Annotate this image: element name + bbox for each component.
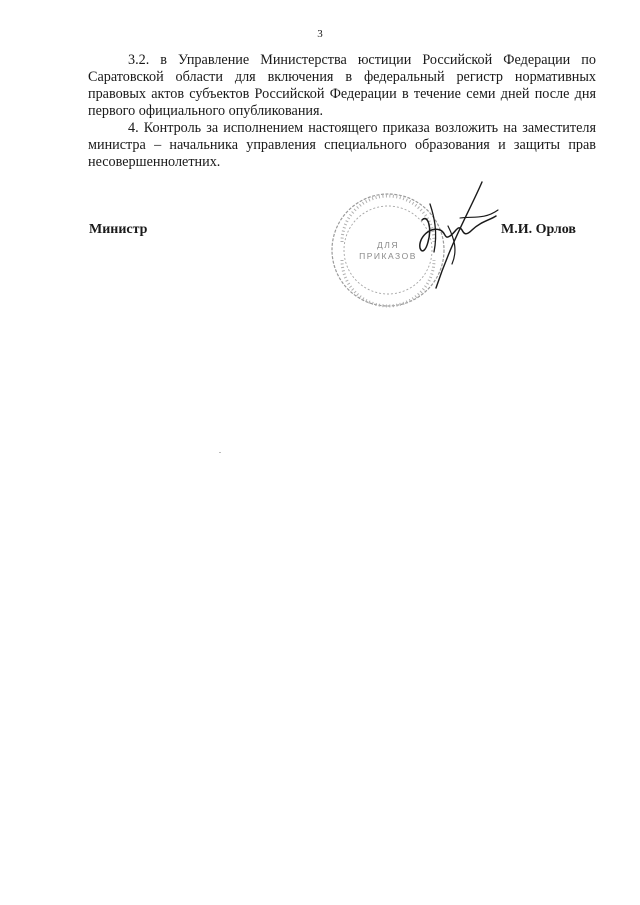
stamp-text-line-2: ПРИКАЗОВ <box>359 251 417 261</box>
scan-speck <box>219 452 221 453</box>
paragraph-4: 4. Контроль за исполнением настоящего приказа возложить на заместителя министра – начальника управления специального образования и защиты прав несовершеннолетних. <box>88 120 596 170</box>
page-number: 3 <box>317 28 323 40</box>
paragraph-3-2: 3.2. в Управление Министерства юстиции Российской Федерации по Саратовской области для включения в федеральный регистр нормативных правовых актов субъектов Российской Федерации в течение семи дней после дня первого официального опубликования. <box>88 52 596 119</box>
signature-block <box>0 0 640 320</box>
handwritten-signature <box>400 180 510 300</box>
signer-name: М.И. Орлов <box>501 222 576 237</box>
stamp-text-line-1: ДЛЯ <box>377 240 399 250</box>
signer-position: Министр <box>89 222 148 237</box>
